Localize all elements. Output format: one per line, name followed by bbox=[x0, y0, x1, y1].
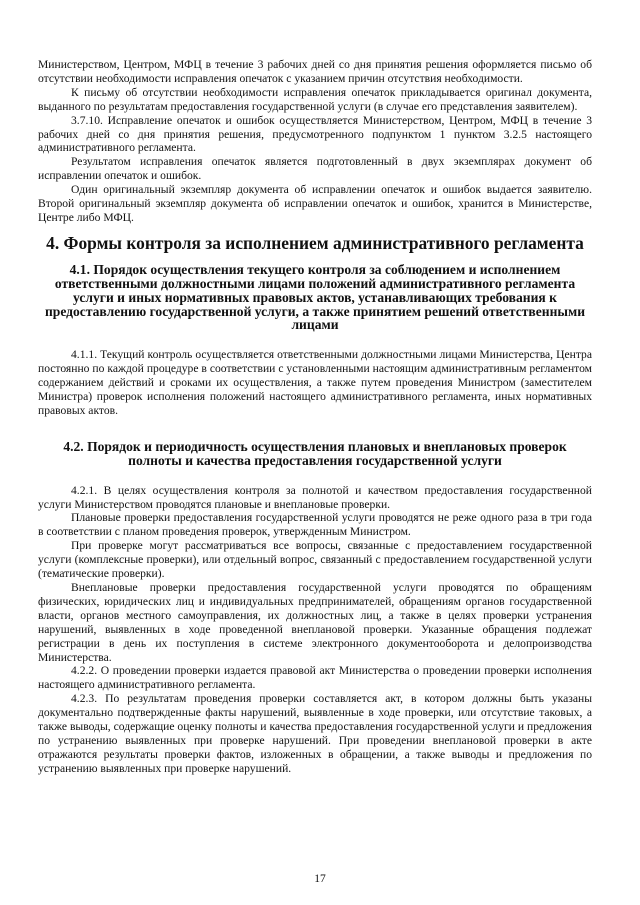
page-number: 17 bbox=[314, 872, 326, 885]
paragraph: Результатом исправления опечаток является подготовленный в двух экземплярах документ об исправлении опечаток и ошибок. bbox=[38, 155, 592, 183]
section-4-1-heading: 4.1. Порядок осуществления текущего контроля за соблюдением и исполнением ответственными должностными лицами положений административного регламента услуги и иных нормативных правовых актов, устанавливающих требования к предоставлению государственной услуги, а также принятием решений ответственными лицами bbox=[44, 261, 586, 333]
section-4-heading: 4. Формы контроля за исполнением административного регламента bbox=[46, 232, 584, 253]
paragraph: 3.7.10. Исправление опечаток и ошибок осуществляется Министерством, Центром, МФЦ в течение 3 рабочих дней со дня принятия решения, предусмотренного подпунктом 1 пунктом 3.2.5 настоящего административного регламента. bbox=[38, 113, 592, 155]
paragraph: 4.2.1. В целях осуществления контроля за полнотой и качеством предоставления государственной услуги Министерством проводятся плановые и внеплановые проверки. bbox=[38, 483, 592, 511]
paragraph: 4.2.2. О проведении проверки издается правовой акт Министерства о проведении проверки исполнения настоящего административного регламента. bbox=[38, 664, 592, 692]
paragraph: 4.2.3. По результатам проведения проверки составляется акт, в котором должны быть указаны документально подтвержденные факты нарушений, выявленные в ходе проверки, или отсутствие таковых, а также выводы, содержащие оценку полноты и качества предоставления государственной услуги и предложения по устранению выявленных при проверке нарушений. При проведении внеплановой проверки в акте отражаются результаты проверки фактов, изложенных в обращении, а также выводы и предложения по устранению выявленных при проверке нарушений. bbox=[38, 692, 592, 775]
document-page bbox=[38, 58, 592, 776]
section-4-2-heading: 4.2. Порядок и периодичность осуществления плановых и внеплановых проверок полноты и качества предоставления государственной услуги bbox=[63, 438, 567, 468]
paragraph: Плановые проверки предоставления государственной услуги проводятся не реже одного раза в три года в соответствии с планом проведения проверок, утвержденным Министром. bbox=[38, 511, 592, 539]
paragraph: При проверке могут рассматриваться все вопросы, связанные с предоставлением государственной услуги (комплексные проверки), или отдельный вопрос, связанный с предоставлением государственной услуги (тематические проверки). bbox=[38, 539, 592, 581]
paragraph: Внеплановые проверки предоставления государственной услуги проводятся по обращениям физических, юридических лиц и индивидуальных предпринимателей, обращениям органов государственной власти, органов местного самоуправления, их должностных лиц, а также в целях проверки устранения нарушений, выявленных в ходе проведенной внеплановой проверки. Указанные обращения подлежат регистрации в день их поступления в системе электронного документооборота и делопроизводства Министерства. bbox=[38, 581, 592, 664]
paragraph: Один оригинальный экземпляр документа об исправлении опечаток и ошибок выдается заявителю. Второй оригинальный экземпляр документа об исправлении опечаток и ошибок, хранится в Министерстве, Центре либо МФЦ. bbox=[38, 183, 592, 224]
paragraph: Министерством, Центром, МФЦ в течение 3 рабочих дней со дня принятия решения оформляется письмо об отсутствии необходимости исправления опечаток с указанием причин отсутствия необходимости. bbox=[38, 58, 592, 85]
paragraph: К письму об отсутствии необходимости исправления опечаток прикладывается оригинал документа, выданного по результатам предоставления государственной услуги (в случае его представления заявителем). bbox=[38, 85, 592, 113]
paragraph: 4.1.1. Текущий контроль осуществляется ответственными должностными лицами Министерства, Центра постоянно по каждой процедуре в соответствии с установленными настоящим административным регламентом содержанием действий и сроками их осуществления, а также путем проведения Министром (заместителем Министра) проверок исполнения положений настоящего административного регламента, иных нормативных правовых актов. bbox=[38, 348, 592, 417]
